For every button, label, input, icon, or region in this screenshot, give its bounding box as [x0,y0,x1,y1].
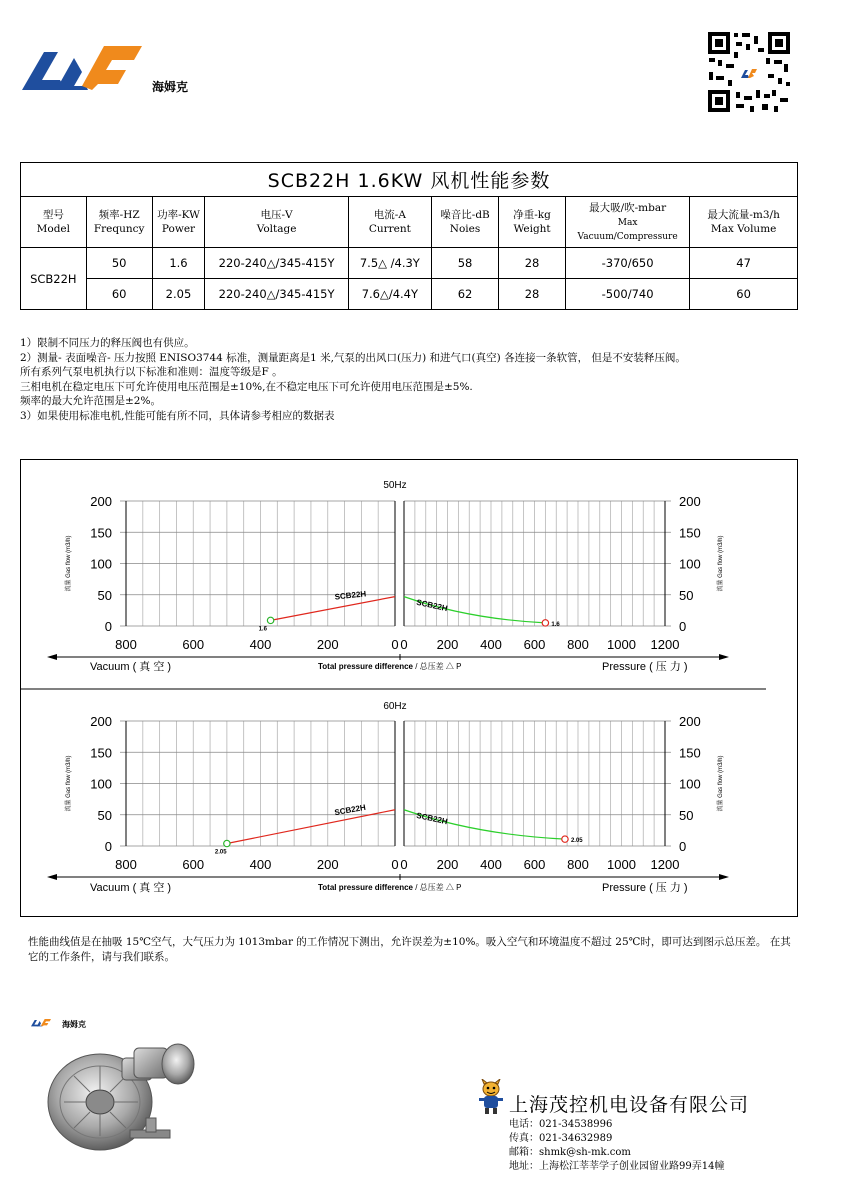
y-tick-label: 50 [679,807,694,823]
note-line: 所有系列气泵电机执行以下标准和准则：温度等级是F 。 [20,366,283,379]
y-tick-label: 100 [90,776,112,792]
y-tick-label: 200 [90,494,112,509]
current-cell: 7.5△ /4.3Y [348,248,431,279]
series-name-label: SCB22H [333,802,367,818]
current-cell: 7.6△/4.4Y [348,279,431,310]
mascot-icon [477,1079,505,1115]
x-tick-label: 600 [523,857,546,872]
max-pressure-cell: -500/740 [565,279,689,310]
weight-cell: 28 [499,248,566,279]
max-pressure-cell: -370/650 [565,248,689,279]
y-tick-label: 100 [90,556,112,572]
company-name: 上海茂控机电设备有限公司 [509,1094,750,1116]
fax-number: 传真：021-34632989 [509,1133,613,1144]
y-tick-label: 200 [90,714,112,729]
series-line [271,597,395,621]
arrow-right-icon [719,874,729,880]
x-tick-label: 0 [400,637,408,652]
noise-cell: 62 [431,279,498,310]
y-tick-label: 150 [679,745,701,761]
x-tick-label: 200 [436,857,459,872]
y-tick-label: 0 [104,619,112,634]
y-tick-label: 200 [679,714,701,729]
blower-image [38,1030,208,1160]
x-tick-label: 1000 [607,637,636,652]
qr-code-icon [706,30,792,114]
center-axis-label: Total pressure difference / 总压差 △ P [318,883,462,892]
x-tick-label: 0 [391,857,399,872]
x-tick-label: 600 [523,637,546,652]
note-line: 1）限制不同压力的释压阀也有供应。 [20,337,195,349]
y-tick-label: 50 [97,587,112,603]
header-weight: 净重-kg Weight [499,197,566,248]
power-cell: 1.6 [152,248,205,279]
x-tick-label: 200 [436,637,459,652]
y-axis-label-right: 流量 Gas flow (m3/h) [718,755,724,812]
brand-name: 海姆克 [152,80,189,94]
y-tick-label: 150 [90,525,112,541]
freq-cell: 50 [86,248,152,279]
phone-number: 电话：021-34538996 [509,1119,613,1130]
power-cell: 2.05 [152,279,205,310]
series-name-label: SCB22H [415,597,449,614]
series-end-marker [224,840,230,846]
pressure-axis-label: Pressure ( 压 力 ) [602,882,688,894]
y-tick-label: 0 [679,839,687,854]
vacuum-axis-label: Vacuum ( 真 空 ) [90,882,172,894]
voltage-cell: 220-240△/345-415Y [205,248,349,279]
small-brand-name: 海姆克 [62,1019,86,1029]
x-tick-label: 600 [182,857,205,872]
contact-info [509,1118,724,1174]
y-tick-label: 0 [679,619,687,634]
max-volume-cell: 60 [690,279,798,310]
header-frequency: 频率-HZ Frequncy [86,197,152,248]
table-row [21,279,798,310]
arrow-right-icon [719,654,729,660]
footnote: 性能曲线值是在抽吸 15℃空气，大气压力为 1013mbar 的工作情况下测出，允许误差为±10%。吸入空气和环境温度不超过 25℃时，即可达到图示总压差。 在其它的工作条件，请与我们联系。 [28,936,791,963]
y-tick-label: 200 [679,494,701,509]
series-end-marker [542,620,548,626]
pressure-axis-label: Pressure ( 压 力 ) [602,661,688,673]
x-tick-label: 1000 [607,857,636,872]
x-tick-label: 600 [182,637,205,652]
spec-table-title: SCB22H 1.6KW 风机性能参数 [21,163,798,197]
note-line: 2）测量- 表面噪音- 压力按照 ENISO3744 标准，测量距离是1 米,气泵的出风口(压力) 和进气口(真空) 各连接一条软管， 但是不安装释压阀。 [20,351,686,364]
header-max-volume: 最大流量-m3/h Max Volume [690,197,798,248]
x-tick-label: 400 [249,637,272,652]
noise-cell: 58 [431,248,498,279]
y-tick-label: 150 [679,525,701,541]
header-power: 功率-KW Power [152,197,205,248]
x-tick-label: 800 [567,857,589,872]
arrow-left-icon [47,874,57,880]
y-axis-label-left: 流量 Gas flow (m3/h) [66,535,72,592]
x-tick-label: 400 [480,637,502,652]
series-end-marker [267,617,273,623]
y-tick-label: 100 [679,556,701,572]
spec-table [20,162,798,310]
notes [20,336,820,424]
series-end-label: 2.05 [214,849,227,856]
x-tick-label: 400 [249,857,272,872]
x-tick-label: 200 [316,857,339,872]
series-name-label: SCB22H [334,589,367,602]
performance-charts [20,459,798,917]
y-axis-label-left: 流量 Gas flow (m3/h) [66,755,72,812]
note-line: 三相电机在稳定电压下可允许使用电压范围是±10%,在不稳定电压下可允许使用电压范围是±5%. [20,380,473,393]
voltage-cell: 220-240△/345-415Y [205,279,349,310]
y-tick-label: 0 [104,839,112,854]
header-current: 电流-A Current [348,197,431,248]
y-tick-label: 50 [679,587,694,603]
header-model: 型号 Model [21,197,87,248]
series-end-label: 1.6 [258,626,267,633]
x-tick-label: 800 [567,637,589,652]
header-voltage: 电压-V Voltage [205,197,349,248]
chart-title: 60Hz [383,701,407,712]
freq-cell: 60 [86,279,152,310]
x-tick-label: 800 [115,637,137,652]
series-end-marker [562,836,568,842]
y-tick-label: 150 [90,745,112,761]
chart-title: 50Hz [383,480,407,491]
x-tick-label: 800 [115,857,137,872]
y-tick-label: 100 [679,776,701,792]
x-tick-label: 400 [480,857,502,872]
max-volume-cell: 47 [690,248,798,279]
x-tick-label: 0 [391,637,399,652]
series-end-label: 1.6 [551,621,560,628]
x-tick-label: 200 [316,637,339,652]
x-tick-label: 1200 [650,857,680,872]
y-axis-label-right: 流量 Gas flow (m3/h) [718,535,724,592]
model-cell: SCB22H [21,248,87,310]
vacuum-axis-label: Vacuum ( 真 空 ) [90,661,172,673]
note-line: 频率的最大允许范围是±2%。 [20,395,161,408]
series-end-label: 2.05 [570,838,583,845]
weight-cell: 28 [499,279,566,310]
postal-address: 地址：上海松江莘莘学子创业园留业路99弄14幢 [509,1161,725,1172]
x-tick-label: 0 [400,857,408,872]
y-tick-label: 50 [97,807,112,823]
arrow-left-icon [47,654,57,660]
center-axis-label: Total pressure difference / 总压差 △ P [318,662,462,671]
x-tick-label: 1200 [650,637,680,652]
series-name-label: SCB22H [415,810,449,827]
performance-charts-svg [21,460,797,916]
table-row [21,248,798,279]
header-max-pressure: 最大吸/吹-mbar Max Vacuum/Compressure [565,197,689,248]
email-address: 邮箱：shmk@sh-mk.com [509,1147,631,1158]
note-line: 3）如果使用标准电机,性能可能有所不同，具体请参考相应的数据表 [20,409,335,422]
header-noise: 噪音比-dB Noies [431,197,498,248]
small-brand-logo [31,1017,61,1029]
